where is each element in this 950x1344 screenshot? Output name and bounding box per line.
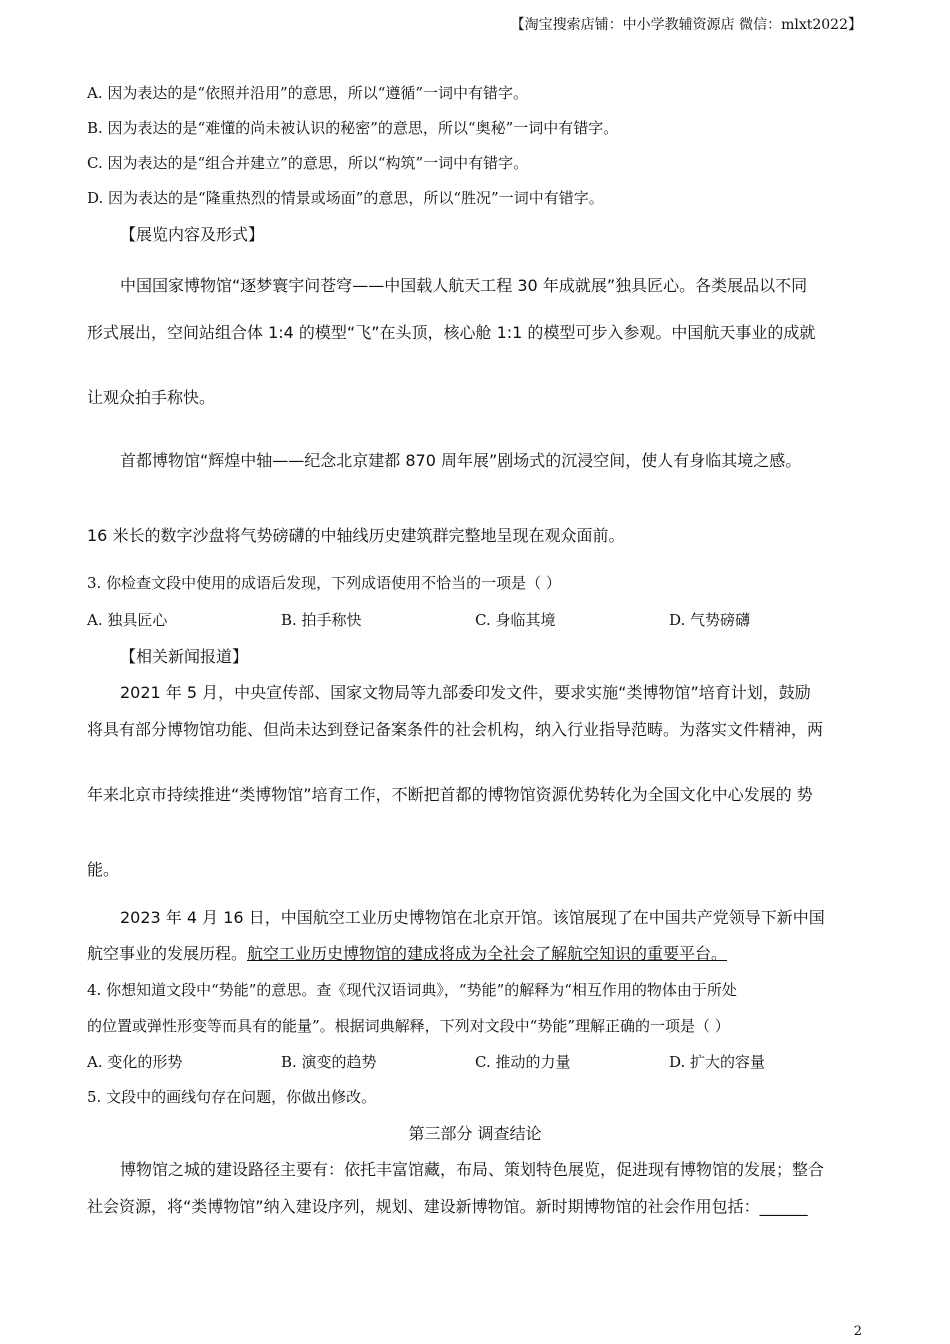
page-number: 2 bbox=[853, 1324, 862, 1339]
q4-option-c: C. 推动的力量 bbox=[475, 1053, 571, 1071]
q3-option-d: D. 气势磅礴 bbox=[669, 611, 751, 629]
q2-option-c: C. 因为表达的是“组合并建立”的意思，所以“构筑”一词中有错字。 bbox=[87, 154, 529, 172]
news-paragraph-1-line-1: 2021 年 5 月，中央宣传部、国家文物局等九部委印发文件，要求实施“类博物馆”培育计划，鼓励 bbox=[120, 683, 811, 702]
section-heading-exhibit: 【展览内容及形式】 bbox=[120, 225, 265, 244]
conclusion-line-1: 博物馆之城的建设路径主要有：依托丰富馆藏，布局、策划特色展览，促进现有博物馆的发展；整合 bbox=[120, 1160, 825, 1179]
q3-option-c: C. 身临其境 bbox=[475, 611, 556, 629]
q4-option-d: D. 扩大的容量 bbox=[669, 1053, 766, 1071]
q3-option-a: A. 独具匠心 bbox=[87, 611, 168, 629]
news-paragraph-2-line-1: 2023 年 4 月 16 日，中国航空工业历史博物馆在北京开馆。该馆展现了在中国共产党领导下新中国 bbox=[120, 908, 825, 927]
page-header: 【淘宝搜索店铺：中小学教辅资源店 微信：mlxt2022】 bbox=[510, 17, 862, 33]
section-heading-news: 【相关新闻报道】 bbox=[120, 647, 249, 666]
q4-option-b: B. 演变的趋势 bbox=[281, 1053, 377, 1071]
news-paragraph-1-line-4: 能。 bbox=[87, 860, 120, 879]
q3-stem: 3. 你检查文段中使用的成语后发现，下列成语使用不恰当的一项是（ ） bbox=[87, 574, 561, 592]
q4-option-a: A. 变化的形势 bbox=[87, 1053, 183, 1071]
q3-option-b: B. 拍手称快 bbox=[281, 611, 362, 629]
q4-stem-line-2: 的位置或弹性形变等而具有的能量”。根据词典解释，下列对文段中“势能”理解正确的一项是（ ） bbox=[87, 1017, 730, 1035]
news-paragraph-1-line-2: 将具有部分博物馆功能、但尚未达到登记备案条件的社会机构，纳入行业指导范畴。为落实文件精神，两 bbox=[87, 720, 824, 739]
news-paragraph-2-plain-text: 航空事业的发展历程。 bbox=[87, 944, 248, 963]
part3-title: 第三部分 调查结论 bbox=[408, 1124, 542, 1143]
q2-option-b: B. 因为表达的是“难懂的尚未被认识的秘密”的意思，所以“奥秘”一词中有错字。 bbox=[87, 119, 619, 137]
q5-stem: 5. 文段中的画线句存在问题，你做出修改。 bbox=[87, 1088, 377, 1106]
exhibit-paragraph-1-line-1: 中国国家博物馆“逐梦寰宇问苍穹——中国载人航天工程 30 年成就展”独具匠心。各类展品以不同 bbox=[120, 276, 808, 295]
exhibit-paragraph-2-line-2: 16 米长的数字沙盘将气势磅礴的中轴线历史建筑群完整地呈现在观众面前。 bbox=[87, 526, 625, 545]
exhibit-paragraph-1-line-3: 让观众拍手称快。 bbox=[87, 388, 216, 407]
q2-option-d: D. 因为表达的是“隆重热烈的情景或场面”的意思，所以“胜况”一词中有错字。 bbox=[87, 189, 604, 207]
underlined-sentence: 航空工业历史博物馆的建成将成为全社会了解航空知识的重要平台。 bbox=[247, 944, 728, 963]
news-paragraph-2-line-2 bbox=[87, 941, 727, 964]
news-paragraph-1-line-3: 年来北京市持续推进“类博物馆”培育工作，不断把首都的博物馆资源优势转化为全国文化中心发展的 势 bbox=[87, 785, 813, 804]
conclusion-line-2: 社会资源，将“类博物馆”纳入建设序列，规划、建设新博物馆。新时期博物馆的社会作用包括：______ bbox=[87, 1197, 808, 1216]
q4-stem-line-1: 4. 你想知道文段中“势能”的意思。查《现代汉语词典》，“势能”的解释为“相互作用的物体由于所处 bbox=[87, 981, 737, 999]
q2-option-a: A. 因为表达的是“依照并沿用”的意思，所以“遵循”一词中有错字。 bbox=[87, 84, 529, 102]
exhibit-paragraph-1-line-2: 形式展出，空间站组合体 1:4 的模型“飞”在头顶，核心舱 1:1 的模型可步入参观。中国航天事业的成就 bbox=[87, 323, 816, 342]
exhibit-paragraph-2-line-1: 首都博物馆“辉煌中轴——纪念北京建都 870 周年展”剧场式的沉浸空间，使人有身临其境之感。 bbox=[120, 451, 802, 470]
